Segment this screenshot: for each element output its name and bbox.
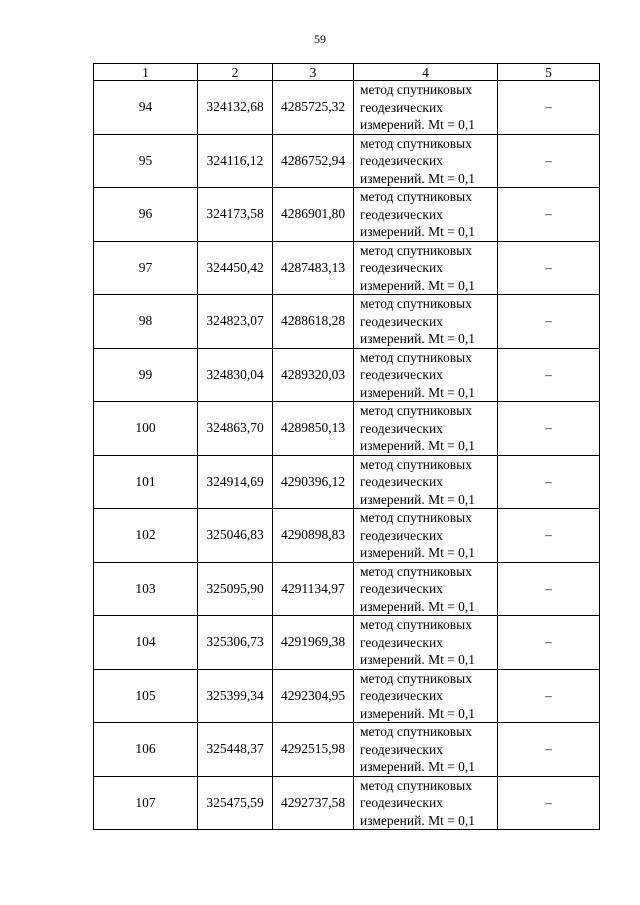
method-cell <box>354 455 498 509</box>
method-line: измерений. Mt = 0,1 <box>360 170 476 186</box>
method-cell <box>354 669 498 723</box>
coordinate-y-cell: 4286752,94 <box>273 134 354 188</box>
point-number-cell: 104 <box>94 616 198 670</box>
table-row <box>94 295 600 349</box>
coordinate-y-cell: 4292515,98 <box>273 723 354 777</box>
note-cell: – <box>498 348 600 402</box>
note-cell: – <box>498 295 600 349</box>
coordinate-x-cell: 324914,69 <box>198 455 273 509</box>
method-line: геодезических <box>360 206 443 222</box>
method-line: метод спутниковых <box>360 456 472 472</box>
note-cell: – <box>498 81 600 135</box>
method-cell <box>354 241 498 295</box>
method-line: измерений. Mt = 0,1 <box>360 438 476 453</box>
coordinate-x-cell: 324132,68 <box>198 81 273 135</box>
note-cell: – <box>498 188 600 242</box>
note-cell: – <box>498 134 600 188</box>
point-number-cell: 102 <box>94 509 198 563</box>
method-line: геодезических <box>360 260 443 275</box>
point-number-cell: 97 <box>94 241 198 295</box>
page-number: 59 <box>314 32 326 46</box>
point-number-cell: 107 <box>94 776 198 830</box>
coordinate-y-cell: 4287483,13 <box>273 241 354 295</box>
coordinates-table <box>93 63 600 830</box>
header-col-3: 3 <box>273 64 354 81</box>
coordinate-x-cell: 324830,04 <box>198 348 273 402</box>
note-cell: – <box>498 455 600 509</box>
table-row <box>94 188 600 242</box>
table-row <box>94 509 600 563</box>
table-row <box>94 134 600 188</box>
coordinate-y-cell: 4285725,32 <box>273 81 354 135</box>
method-line: метод спутниковых <box>360 349 472 365</box>
point-number-cell: 103 <box>94 562 198 616</box>
coordinate-x-cell: 324116,12 <box>198 134 273 188</box>
table-row <box>94 241 600 295</box>
note-cell: – <box>498 509 600 563</box>
coordinate-x-cell: 324863,70 <box>198 402 273 456</box>
coordinate-x-cell: 325448,37 <box>198 723 273 777</box>
method-line: измерений. Mt = 0,1 <box>360 759 476 774</box>
method-line: измерений. Mt = 0,1 <box>360 598 476 614</box>
point-number-cell: 100 <box>94 402 198 456</box>
note-cell: – <box>498 241 600 295</box>
method-line: метод спутниковых <box>360 296 472 311</box>
method-line: измерений. Mt = 0,1 <box>360 277 476 293</box>
method-line: геодезических <box>360 795 443 810</box>
coordinate-y-cell: 4292737,58 <box>273 776 354 830</box>
method-line: измерений. Mt = 0,1 <box>360 331 476 346</box>
method-cell <box>354 81 498 135</box>
coordinate-y-cell: 4292304,95 <box>273 669 354 723</box>
method-line: геодезических <box>360 474 443 489</box>
method-line: метод спутниковых <box>360 82 472 97</box>
coordinate-x-cell: 324173,58 <box>198 188 273 242</box>
coordinate-x-cell: 324823,07 <box>198 295 273 349</box>
coordinate-x-cell: 325306,73 <box>198 616 273 670</box>
method-cell <box>354 509 498 563</box>
coordinate-x-cell: 324450,42 <box>198 241 273 295</box>
method-line: геодезических <box>360 99 443 115</box>
header-col-1: 1 <box>94 64 198 81</box>
method-line: метод спутниковых <box>360 563 472 579</box>
method-line: метод спутниковых <box>360 777 472 793</box>
method-line: геодезических <box>360 420 443 436</box>
coordinate-y-cell: 4291134,97 <box>273 562 354 616</box>
coordinate-y-cell: 4289320,03 <box>273 348 354 402</box>
point-number-cell: 106 <box>94 723 198 777</box>
method-line: метод спутниковых <box>360 242 472 258</box>
method-line: измерений. Mt = 0,1 <box>360 224 476 239</box>
point-number-cell: 101 <box>94 455 198 509</box>
method-cell <box>354 134 498 188</box>
coordinate-y-cell: 4290396,12 <box>273 455 354 509</box>
method-cell <box>354 295 498 349</box>
method-cell <box>354 776 498 830</box>
coordinate-x-cell: 325046,83 <box>198 509 273 563</box>
method-cell <box>354 348 498 402</box>
method-line: геодезических <box>360 688 443 703</box>
point-number-cell: 96 <box>94 188 198 242</box>
method-line: геодезических <box>360 527 443 543</box>
method-cell <box>354 562 498 616</box>
method-cell <box>354 616 498 670</box>
header-col-4: 4 <box>354 64 498 81</box>
method-cell <box>354 723 498 777</box>
table-row <box>94 776 600 830</box>
table-row <box>94 723 600 777</box>
table-row <box>94 402 600 456</box>
point-number-cell: 94 <box>94 81 198 135</box>
method-line: метод спутниковых <box>360 724 472 739</box>
method-line: метод спутниковых <box>360 189 472 204</box>
table-row <box>94 562 600 616</box>
table-header <box>94 64 600 81</box>
coordinate-y-cell: 4286901,80 <box>273 188 354 242</box>
method-line: геодезических <box>360 581 443 596</box>
header-row <box>94 64 600 81</box>
method-line: измерений. Mt = 0,1 <box>360 652 476 667</box>
coordinate-x-cell: 325399,34 <box>198 669 273 723</box>
header-col-5: 5 <box>498 64 600 81</box>
point-number-cell: 105 <box>94 669 198 723</box>
method-line: геодезических <box>360 634 443 650</box>
table-row <box>94 455 600 509</box>
table-row <box>94 81 600 135</box>
method-cell <box>354 402 498 456</box>
table-body <box>94 81 600 830</box>
method-line: измерений. Mt = 0,1 <box>360 545 476 560</box>
method-line: измерений. Mt = 0,1 <box>360 705 476 721</box>
method-line: метод спутниковых <box>360 670 472 686</box>
coordinate-y-cell: 4288618,28 <box>273 295 354 349</box>
note-cell: – <box>498 776 600 830</box>
method-line: измерений. Mt = 0,1 <box>360 491 476 507</box>
note-cell: – <box>498 616 600 670</box>
method-line: метод спутниковых <box>360 617 472 632</box>
point-number-cell: 98 <box>94 295 198 349</box>
note-cell: – <box>498 562 600 616</box>
method-line: измерений. Mt = 0,1 <box>360 117 476 132</box>
method-line: геодезических <box>360 313 443 329</box>
method-line: геодезических <box>360 153 443 168</box>
coordinate-y-cell: 4290898,83 <box>273 509 354 563</box>
method-line: измерений. Mt = 0,1 <box>360 384 476 400</box>
method-line: метод спутниковых <box>360 510 472 525</box>
header-col-2: 2 <box>198 64 273 81</box>
table-row <box>94 669 600 723</box>
method-line: метод спутниковых <box>360 135 472 151</box>
coordinate-x-cell: 325095,90 <box>198 562 273 616</box>
point-number-cell: 95 <box>94 134 198 188</box>
coordinate-y-cell: 4289850,13 <box>273 402 354 456</box>
coordinate-x-cell: 325475,59 <box>198 776 273 830</box>
note-cell: – <box>498 723 600 777</box>
coordinate-y-cell: 4291969,38 <box>273 616 354 670</box>
method-line: метод спутниковых <box>360 403 472 418</box>
method-cell <box>354 188 498 242</box>
table-row <box>94 616 600 670</box>
table-row <box>94 348 600 402</box>
method-line: геодезических <box>360 367 443 382</box>
method-line: измерений. Mt = 0,1 <box>360 812 476 828</box>
method-line: геодезических <box>360 741 443 757</box>
point-number-cell: 99 <box>94 348 198 402</box>
note-cell: – <box>498 402 600 456</box>
note-cell: – <box>498 669 600 723</box>
